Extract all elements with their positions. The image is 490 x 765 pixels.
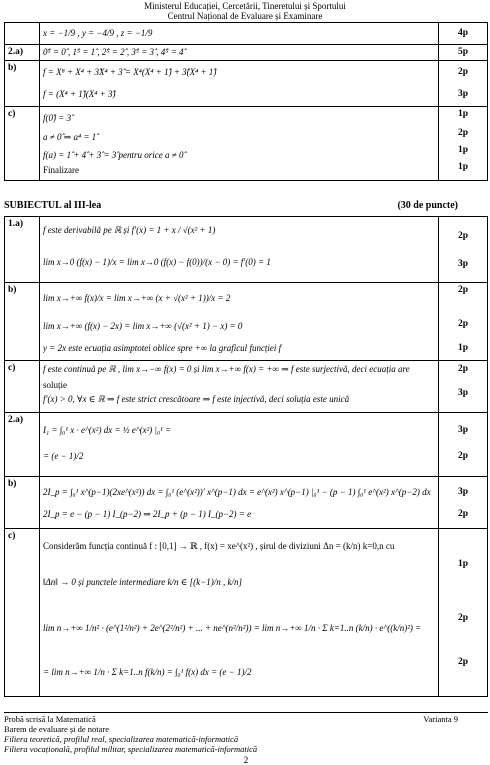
answer-line: f este derivabilă pe ℝ și f′(x) = 1 + x / √(x² + 1) — [43, 225, 216, 235]
answer-line: lim n→+∞ 1/n² · (e^(1²/n²) + 2e^(2²/n²) + ... + ne^(n²/n²)) = lim n→+∞ 1/n · Σ k=1..n (k/n) · e^((k/n)²) = — [43, 623, 422, 633]
answer-line: soluție — [43, 380, 67, 390]
table-row — [5, 529, 488, 697]
points-value: 2p — [457, 613, 469, 623]
points-value: 2p — [457, 657, 469, 667]
points-value: 2p — [457, 509, 469, 519]
answer-line: ‖Δn‖ → 0 și punctele intermediare k/n ∈ [(k−1)/n , k/n] — [43, 577, 242, 587]
footer-track-1: Filiera teoretică, profilul real, specializarea matematică-informatică — [4, 734, 239, 744]
points-value: 5p — [457, 47, 469, 57]
row-label: b) — [5, 283, 40, 361]
answer-line: Finalizare — [43, 165, 79, 175]
section-title: SUBIECTUL al III-lea — [4, 200, 102, 211]
points-value: 1p — [457, 343, 469, 353]
footer-variant: Varianta 9 — [423, 714, 458, 724]
answer-line: = (e − 1)/2 — [43, 451, 84, 461]
row-label: 2.a) — [5, 45, 40, 61]
answer-line: f(0̂) = 3̂ — [43, 113, 72, 123]
answer-line: a ≠ 0̂ ⇒ a⁴ = 1̂ — [43, 132, 97, 142]
answer-line: f(a) = 1̂ + 4̂ + 3̂ = 3̂ pentru orice a ≠ 0̂ — [43, 150, 184, 160]
page-footer — [4, 712, 488, 765]
points-value: 1p — [457, 145, 469, 155]
header-center: Centrul Național de Evaluare și Examinare — [167, 11, 323, 21]
grading-table-part3 — [4, 216, 488, 697]
answer-line: f = X⁸ + X⁴ + 3̂X⁴ + 3̂ = X⁴(X⁴ + 1̂) + 3̂(X⁴ + 1̂) — [43, 67, 217, 77]
row-label: b) — [5, 61, 40, 107]
points-value: 1p — [457, 162, 469, 172]
answer-line: x = −1/9 , y = −4/9 , z = −1/9 — [43, 28, 153, 38]
row-label: 2.a) — [5, 413, 40, 477]
points-value: 2p — [457, 285, 469, 295]
table-row — [5, 477, 488, 529]
points-value: 3p — [457, 425, 469, 435]
answer-line: Considerăm funcția continuă f : [0,1] → ℝ , f(x) = xe^(x²) , șirul de diviziuni Δn = (k/n) k=0,n cu — [43, 541, 395, 551]
points-value: 2p — [457, 451, 469, 461]
section-points: (30 de puncte) — [397, 200, 458, 211]
answer-line: = lim n→+∞ 1/n · Σ k=1..n f(k/n) = ∫₀¹ f(x) dx = (e − 1)/2 — [43, 667, 252, 677]
points-value: 2p — [457, 128, 469, 138]
table-row — [5, 45, 488, 61]
answer-line: 0̂⁵ = 0̂ , 1̂⁵ = 1̂ , 2̂⁵ = 2̂ , 3̂⁵ = 3̂ , 4̂⁵ = 4̂ — [43, 47, 184, 57]
points-value: 2p — [457, 364, 469, 374]
table-row — [5, 361, 488, 413]
answer-line: lim x→0 (f(x) − 1)/x = lim x→0 (f(x) − f(0))/(x − 0) = f′(0) = 1 — [43, 257, 271, 267]
footer-scheme: Barem de evaluare și de notare — [4, 724, 110, 734]
grading-table-part2 — [4, 22, 488, 181]
row-label — [5, 23, 40, 45]
page-number: 2 — [243, 755, 249, 765]
points-value: 1p — [457, 559, 469, 569]
answer-line: f este continuă pe ℝ , lim x→−∞ f(x) = 0 și lim x→+∞ f(x) = +∞ ⇒ f este surjectivă, deci ecuația are — [43, 364, 410, 374]
points-value: 3p — [457, 388, 469, 398]
table-row — [5, 413, 488, 477]
answer-line: f = (X⁴ + 1̂)(X⁴ + 3̂) — [43, 89, 116, 99]
footer-track-2: Filiera vocațională, profilul militar, specializarea matematică-informatică — [4, 744, 258, 754]
answer-line: f′(x) > 0, ∀x ∈ ℝ ⇒ f este strict crescătoare ⇒ f este injectivă, deci soluția este unică — [43, 394, 350, 404]
answer-line: lim x→+∞ f(x)/x = lim x→+∞ (x + √(x² + 1))/x = 2 — [43, 293, 231, 303]
points-value: 3p — [457, 487, 469, 497]
points-value: 2p — [457, 67, 469, 77]
section-heading — [4, 200, 488, 211]
points-value: 1p — [457, 109, 469, 119]
table-row — [5, 283, 488, 361]
answer-line: 2I_p = e − (p − 1) I_(p−2) ⇒ 2I_p + (p − 1) I_(p−2) = e — [43, 509, 252, 519]
points-value: 3p — [457, 89, 469, 99]
points-value: 4p — [457, 28, 469, 38]
points-value: 2p — [457, 319, 469, 329]
table-row — [5, 217, 488, 283]
table-row — [5, 107, 488, 181]
row-label: 1.a) — [5, 217, 40, 283]
footer-exam: Probă scrisă la Matematică — [4, 714, 96, 724]
row-label: b) — [5, 477, 40, 529]
answer-line: I₁ = ∫₀¹ x · e^(x²) dx = ½ e^(x²) |₀¹ = — [43, 425, 172, 435]
footer-rule — [4, 712, 488, 713]
answer-line: 2I_p = ∫₀¹ x^(p−1)(2xe^(x²)) dx = ∫₀¹ (e^(x²))′ x^(p−1) dx = e^(x²) x^(p−1) |₀¹ − (p − 1) ∫₀¹ e^(x²) x^(p−2) dx — [43, 487, 431, 497]
answer-line: lim x→+∞ (f(x) − 2x) = lim x→+∞ (√(x² + 1) − x) = 0 — [43, 321, 243, 331]
row-label: c) — [5, 529, 40, 697]
header-ministry: Ministerul Educației, Cercetării, Tineretului și Sportului — [144, 1, 346, 11]
page-header — [0, 0, 490, 21]
answer-line: y = 2x este ecuația asimptotei oblice spre +∞ la graficul funcției f — [43, 343, 282, 353]
row-label: c) — [5, 361, 40, 413]
points-value: 2p — [457, 231, 469, 241]
points-value: 3p — [457, 259, 469, 269]
table-row — [5, 61, 488, 107]
row-label: c) — [5, 107, 40, 181]
table-row — [5, 23, 488, 45]
